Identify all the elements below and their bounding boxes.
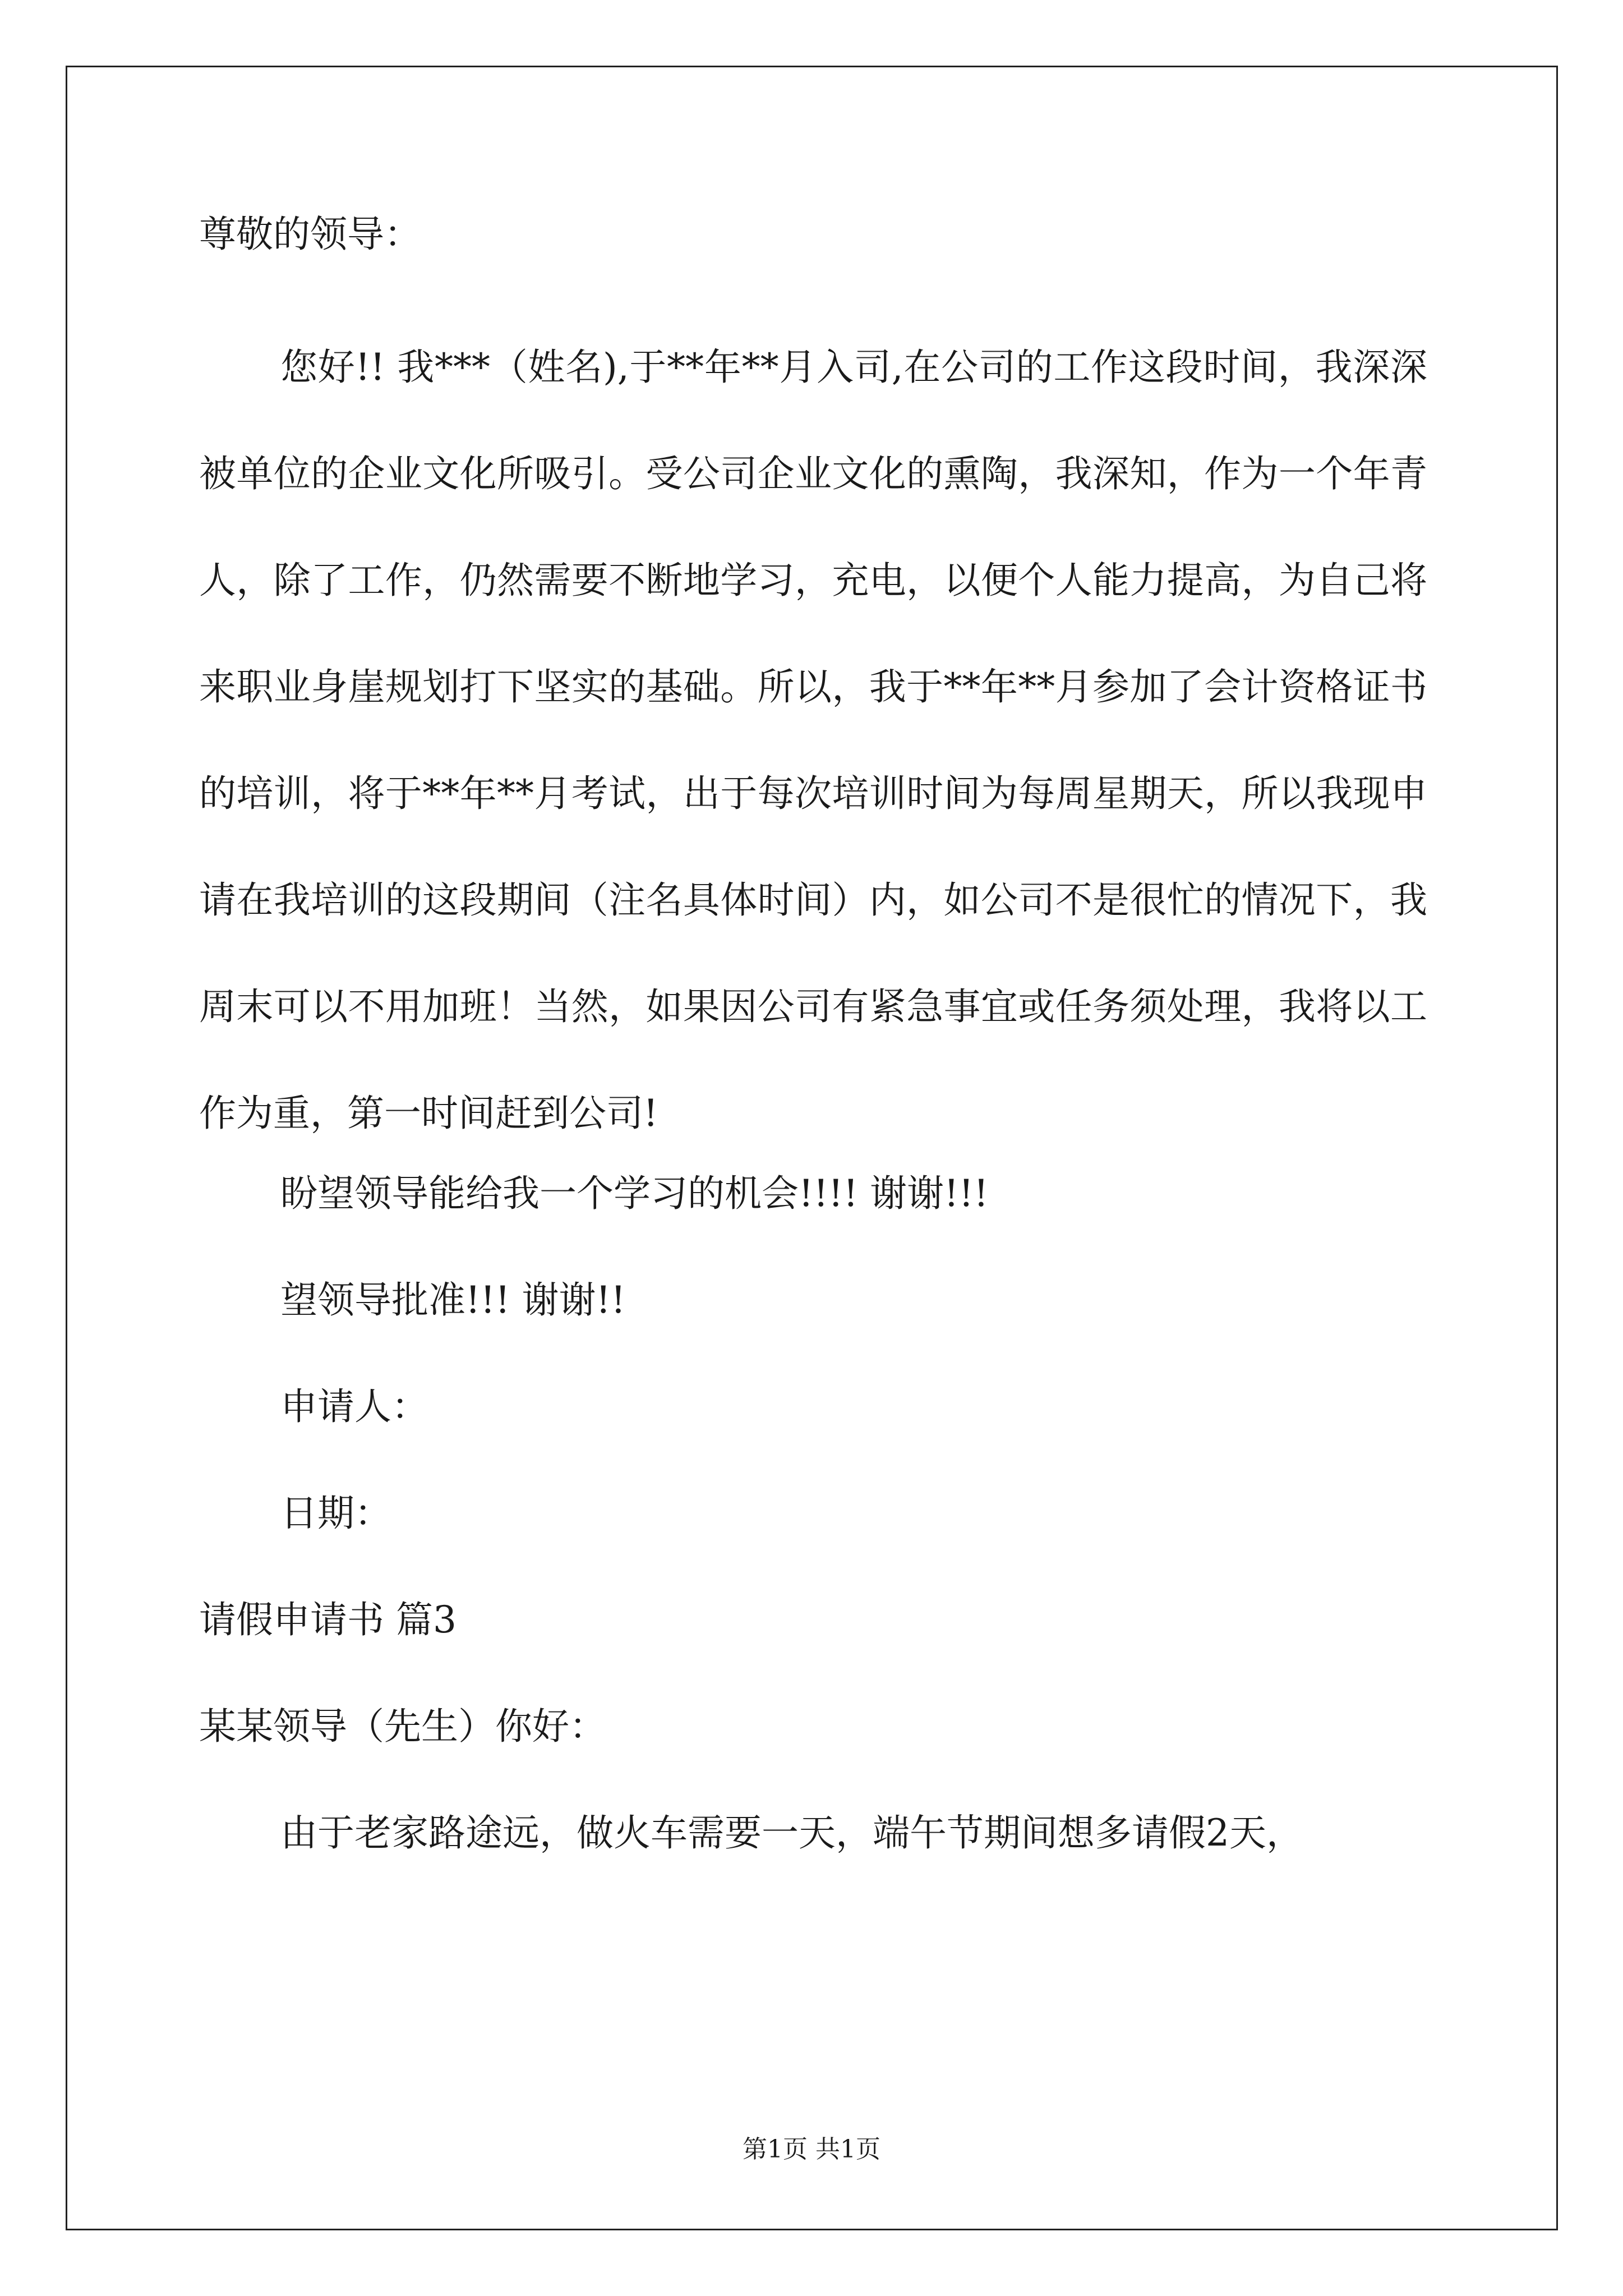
applicant-label: 申请人： [280, 1385, 428, 1428]
hope-line: 盼望领导能给我一个学习的机会!!!! 谢谢!!! [280, 1172, 989, 1215]
approve-line: 望领导批准!!! 谢谢!! [280, 1278, 626, 1322]
body2-start: 由于老家路途远，做火车需要一天，端午节期间想多请假2天， [280, 1811, 1303, 1855]
body-paragraph: 您好!! 我***（姓名),于**年**月入司,在公司的工作这段时间，我深深被单位的企业文化所吸引。受公司企业文化的熏陶，我深知，作为一个年青人，除了工作，仍然需要不断地学习，充电，以便个人能力提高，为自己将来职业身崖规划打下坚实的基础。所以，我于**年**月参加了会计资格证书的培训，将于**年**月考试，出于每次培训时间为每周星期天，所以我现申请在我培训的这段期间（注名具体时间）内，如公司不是很忙的情况下，我周末可以不用加班！当然，如果因公司有紧急事宜或任务须处理，我将以工作为重，第一时间赶到公司! [199, 346, 1427, 1135]
document-content [199, 208, 1427, 1913]
salutation: 尊敬的领导： [199, 213, 421, 256]
section-title: 请假申请书 篇3 [199, 1598, 457, 1641]
date-label: 日期： [280, 1492, 391, 1535]
greeting: 某某领导（先生）你好： [199, 1705, 606, 1748]
page-footer: 第1页 共1页 [743, 2135, 880, 2164]
